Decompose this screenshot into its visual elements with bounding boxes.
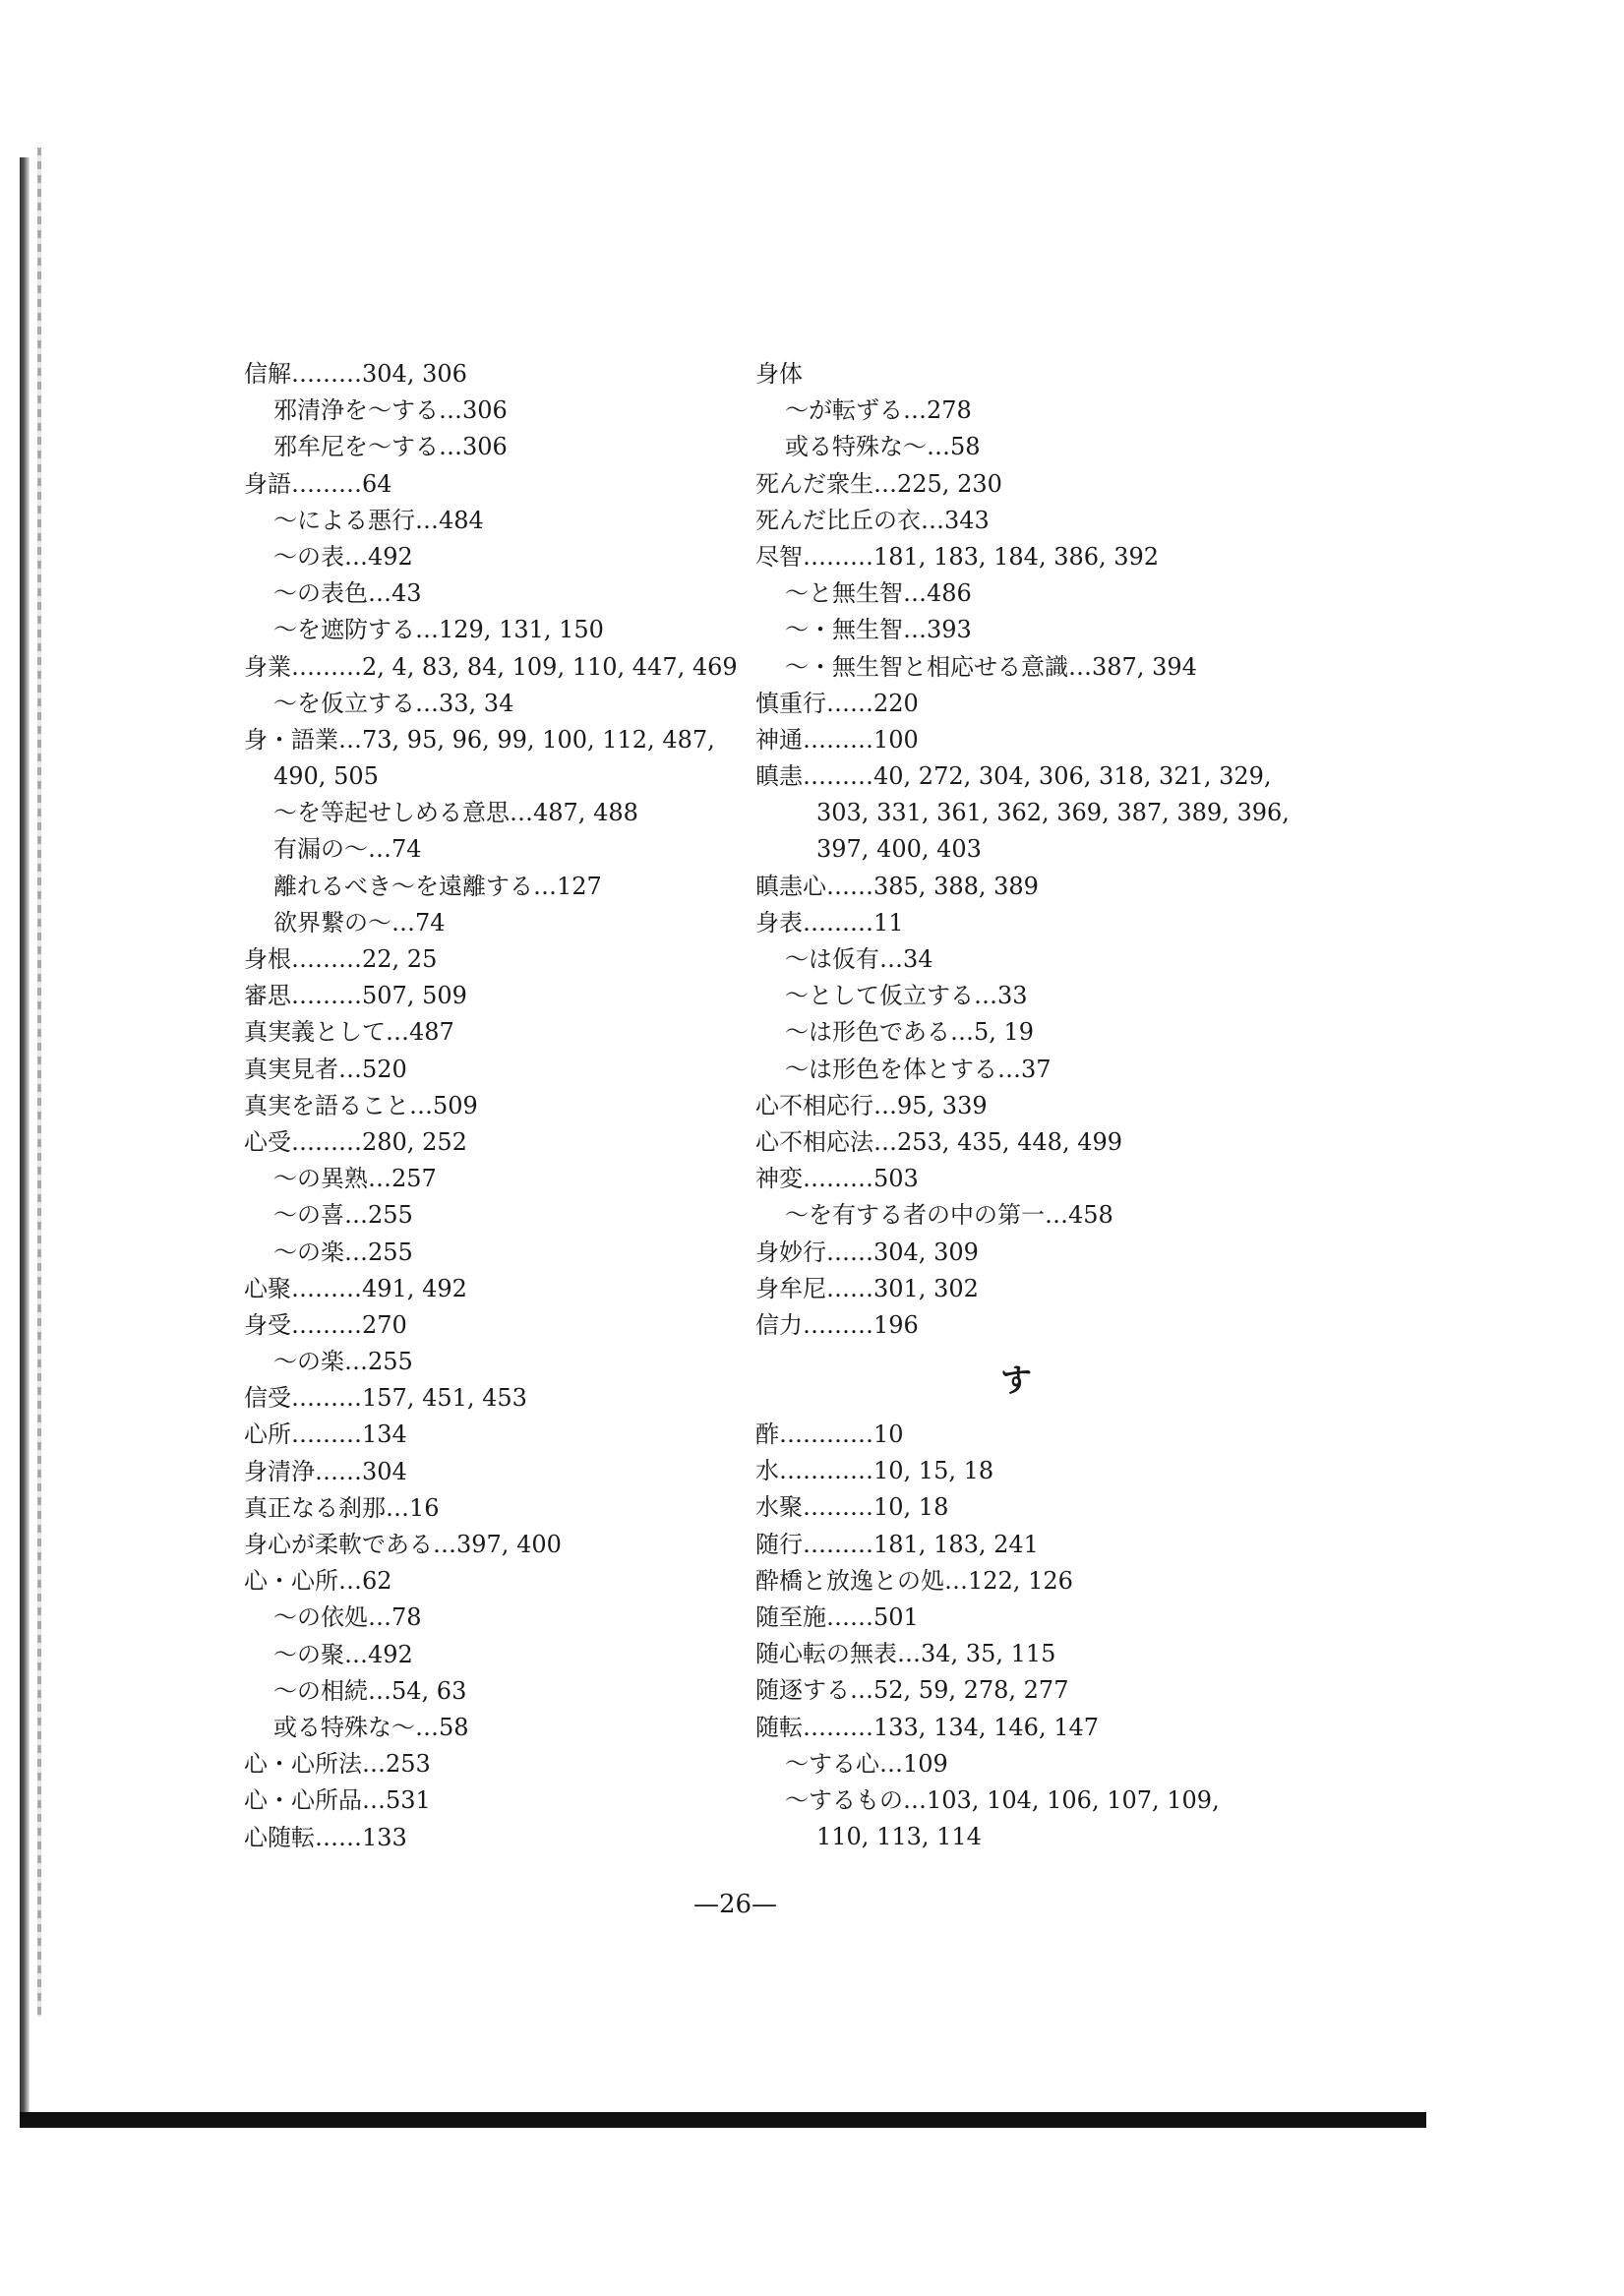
index-subentry: ～の喜…255 bbox=[273, 1201, 413, 1230]
index-entry: 身業………2, 4, 83, 84, 109, 110, 447, 469 bbox=[244, 652, 738, 681]
index-subentry: 離れるべき～を遠離する…127 bbox=[273, 872, 602, 900]
index-group-su bbox=[755, 1417, 1346, 1855]
index-entry: 水…………10, 15, 18 bbox=[755, 1457, 994, 1485]
index-subentry: ～と無生智…486 bbox=[785, 579, 972, 608]
section-heading-su: す bbox=[999, 1361, 1032, 1400]
index-subentry: ～の依処…78 bbox=[273, 1603, 422, 1632]
index-subentry: ～を遮防する…129, 131, 150 bbox=[273, 616, 604, 644]
index-subentry: ～の聚…492 bbox=[273, 1640, 413, 1668]
index-subentry: ～する心…109 bbox=[785, 1749, 948, 1778]
index-subentry: 欲界繋の～…74 bbox=[273, 908, 446, 937]
index-subentry: ～を有する者の中の第一…458 bbox=[785, 1201, 1113, 1230]
index-entry: 瞋恚………40, 272, 304, 306, 318, 321, 329, bbox=[755, 762, 1272, 791]
index-entry: 身体 bbox=[755, 360, 803, 388]
index-subentry: ～による悪行…484 bbox=[273, 506, 484, 534]
index-entry: 随至施……501 bbox=[755, 1603, 919, 1631]
index-entry: 瞋恚心……385, 388, 389 bbox=[755, 872, 1039, 900]
index-subentry: 397, 400, 403 bbox=[816, 835, 982, 864]
index-subentry: 490, 505 bbox=[273, 762, 379, 791]
index-entry: 随転………133, 134, 146, 147 bbox=[755, 1713, 1100, 1741]
index-entry: 真正なる刹那…16 bbox=[244, 1493, 440, 1522]
index-entry: 身受………270 bbox=[244, 1310, 407, 1339]
index-entry: 真実を語ること…509 bbox=[244, 1091, 478, 1119]
index-subentry: ～を仮立する…33, 34 bbox=[273, 689, 514, 717]
index-entry: 心不相応法…253, 435, 448, 499 bbox=[755, 1127, 1123, 1156]
index-subentry: 邪牟尼を～する…306 bbox=[273, 433, 508, 461]
index-subentry: ～が転ずる…278 bbox=[785, 396, 972, 425]
index-entry: 死んだ比丘の衣…343 bbox=[755, 506, 990, 534]
index-entry: 身表………11 bbox=[755, 908, 904, 937]
index-entry: 審思………507, 509 bbox=[244, 982, 467, 1010]
index-subentry: ～の表…492 bbox=[273, 542, 413, 571]
index-entry: 慎重行……220 bbox=[755, 689, 919, 717]
index-subentry: ～を等起せしめる意思…487, 488 bbox=[273, 799, 638, 827]
index-subentry: 110, 113, 114 bbox=[816, 1823, 982, 1851]
index-column-right bbox=[755, 356, 1346, 1855]
index-subentry: ～として仮立する…33 bbox=[785, 982, 1028, 1010]
index-subentry: 邪清浄を～する…306 bbox=[273, 396, 508, 425]
index-subentry: 或る特殊な～…58 bbox=[785, 433, 981, 461]
scan-binding-noise bbox=[37, 148, 41, 2017]
index-subentry: 303, 331, 361, 362, 369, 387, 389, 396, bbox=[816, 799, 1290, 827]
index-entry: 身牟尼……301, 302 bbox=[755, 1274, 979, 1302]
index-entry: 心・心所…62 bbox=[244, 1567, 392, 1596]
index-entry: 死んだ衆生…225, 230 bbox=[755, 469, 1002, 498]
index-entry: 信受………157, 451, 453 bbox=[244, 1384, 527, 1413]
index-entry: 心所………134 bbox=[244, 1420, 407, 1449]
index-subentry: ～の表色…43 bbox=[273, 579, 422, 608]
index-entry: 身語………64 bbox=[244, 469, 392, 498]
index-entry: 身根………22, 25 bbox=[244, 945, 438, 973]
index-entry: 心随転……133 bbox=[244, 1823, 407, 1851]
index-subentry: ～・無生智…393 bbox=[785, 616, 972, 644]
index-subentry: ～の楽…255 bbox=[273, 1238, 413, 1266]
index-entry: 酔橋と放逸との処…122, 126 bbox=[755, 1566, 1073, 1595]
index-entry: 心受………280, 252 bbox=[244, 1127, 467, 1156]
index-entry: 心不相応行…95, 339 bbox=[755, 1091, 988, 1119]
index-entry: 身・語業…73, 95, 96, 99, 100, 112, 487, bbox=[244, 725, 715, 754]
scan-bottom-edge bbox=[20, 2112, 1426, 2128]
index-subentry: ～の異熟…257 bbox=[273, 1165, 437, 1193]
index-subentry: ～の相続…54, 63 bbox=[273, 1676, 467, 1705]
index-subentry: ～・無生智と相応せる意識…387, 394 bbox=[785, 652, 1197, 681]
index-entry: 真実見者…520 bbox=[244, 1055, 407, 1083]
index-entry: 随逐する…52, 59, 278, 277 bbox=[755, 1676, 1069, 1705]
index-entry: 酢…………10 bbox=[755, 1420, 904, 1449]
index-entry: 水聚………10, 18 bbox=[755, 1493, 949, 1522]
index-entry: 身心が柔軟である…397, 400 bbox=[244, 1531, 562, 1558]
index-subentry: ～は形色を体とする…37 bbox=[785, 1055, 1052, 1083]
index-entry: 信解………304, 306 bbox=[244, 360, 467, 388]
index-subentry: 有漏の～…74 bbox=[273, 835, 422, 864]
index-entry: 随行………181, 183, 241 bbox=[755, 1530, 1039, 1558]
index-subentry: ～の楽…255 bbox=[273, 1348, 413, 1376]
index-entry: 随心転の無表…34, 35, 115 bbox=[755, 1640, 1056, 1668]
index-entry: 心聚………491, 492 bbox=[244, 1274, 467, 1302]
index-entry: 身妙行……304, 309 bbox=[755, 1238, 979, 1266]
index-entry: 真実義として…487 bbox=[244, 1018, 454, 1047]
index-entry: 神変………503 bbox=[755, 1165, 919, 1193]
page-number: —26— bbox=[692, 1890, 778, 1919]
index-column-left bbox=[244, 356, 755, 1856]
index-subentry: ～するもの…103, 104, 106, 107, 109, bbox=[785, 1785, 1220, 1814]
index-entry: 心・心所法…253 bbox=[244, 1750, 431, 1779]
index-subentry: 或る特殊な～…58 bbox=[273, 1713, 469, 1741]
index-subentry: ～は形色である…5, 19 bbox=[785, 1018, 1035, 1047]
index-entry: 信力………196 bbox=[755, 1310, 919, 1339]
scan-binding-edge bbox=[20, 157, 30, 2115]
index-entry: 身清浄……304 bbox=[244, 1457, 407, 1485]
index-entry: 神通………100 bbox=[755, 725, 919, 754]
index-group-shi bbox=[755, 356, 1346, 1344]
index-subentry: ～は仮有…34 bbox=[785, 945, 933, 973]
index-entry: 心・心所品…531 bbox=[244, 1786, 431, 1815]
index-entry: 尽智………181, 183, 184, 386, 392 bbox=[755, 542, 1160, 571]
